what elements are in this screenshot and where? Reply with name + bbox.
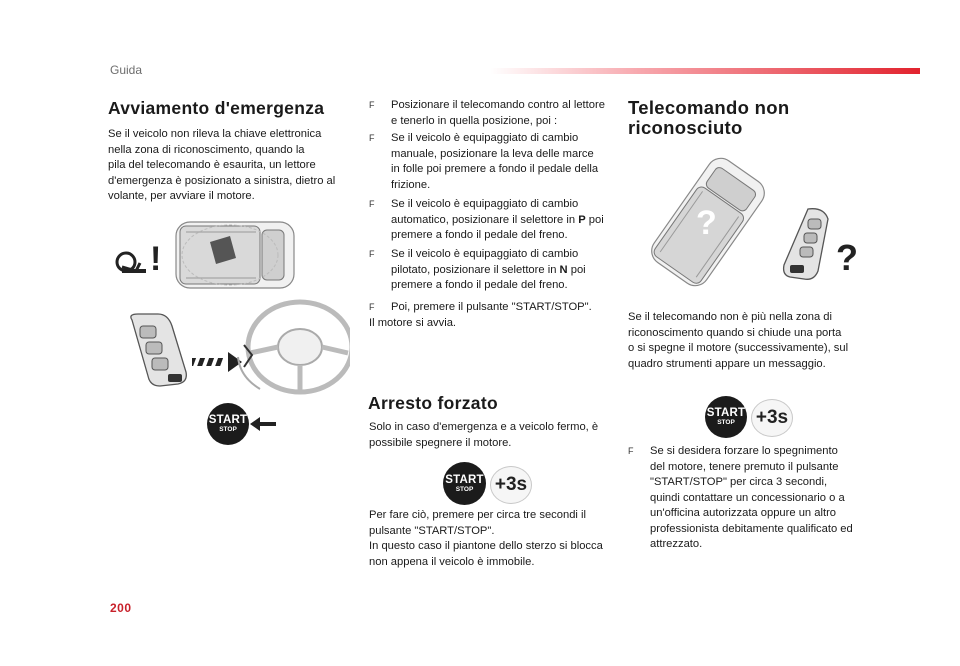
start-stop-button — [443, 462, 486, 505]
stop-label: STOP — [455, 485, 474, 493]
vehicle-top-view-illustration — [170, 212, 300, 297]
bullet-icon: F — [369, 249, 375, 259]
text-line: Solo in caso d'emergenza e a veicolo fermo, è — [369, 421, 599, 433]
text-line: del motore, tenere premuto il pulsante — [650, 460, 839, 473]
header-accent-bar — [490, 68, 920, 74]
title-line: Telecomando non — [628, 97, 790, 118]
remote-key-illustration — [778, 205, 836, 285]
text-line: e tenerlo in quella posizione, poi : — [391, 114, 558, 127]
text-line: Se il veicolo non rileva la chiave elettronica — [108, 128, 322, 140]
text-part: pilotato, posizionare il selettore in — [391, 263, 560, 276]
text-line: Se il veicolo è equipaggiato di cambio — [391, 248, 579, 260]
text-line: un'officina autorizzata oppure un altro — [650, 507, 837, 519]
title-remote-not-recognized — [628, 98, 789, 138]
text-line: frizione. — [391, 178, 431, 191]
forced-stop-paragraph — [369, 420, 619, 451]
text-line: Poi, premere il pulsante "START/STOP". — [391, 301, 592, 313]
start-label: START — [445, 473, 484, 486]
text-line: attrezzato. — [650, 538, 703, 550]
steering-wheel-illustration — [230, 297, 350, 397]
text-line: Se si desidera forzare lo spegnimento — [650, 445, 838, 457]
text-line: riconoscimento quando si chiude una porta — [628, 326, 842, 339]
bullet-icon: F — [369, 199, 375, 209]
gear-p-label: P — [578, 213, 586, 226]
text-line: Posizionare il telecomando contro al lettore — [391, 99, 605, 111]
text-line — [391, 263, 586, 279]
start-stop-button — [705, 396, 747, 438]
text-line: volante, per avviare il motore. — [108, 190, 255, 202]
text-part: poi — [567, 263, 586, 276]
text-line: nella zona di riconoscimento, quando la — [108, 143, 305, 156]
remote-key-illustration — [120, 310, 195, 390]
bullet-icon: F — [628, 446, 634, 456]
text-line — [391, 213, 604, 229]
remote-not-recognized-paragraph — [628, 310, 878, 372]
text-part: poi — [585, 213, 604, 226]
text-line: Se il veicolo è equipaggiato di cambio — [391, 132, 579, 144]
bullet-icon: F — [369, 100, 375, 110]
press-arrow-icon — [248, 414, 278, 434]
section-label: Guida — [110, 63, 143, 77]
text-line: In questo caso il piantone dello sterzo si blocca — [369, 540, 603, 552]
text-line: professionista debitamente qualificato ed — [650, 522, 853, 535]
stop-label: STOP — [219, 426, 237, 433]
bullet-icon: F — [369, 302, 375, 312]
question-mark-icon: ? — [836, 237, 858, 278]
text-line: premere a fondo il pedale del freno. — [391, 229, 568, 241]
svg-text:?: ? — [696, 204, 717, 242]
text-line: pila del telecomando è esaurita, un lettore — [108, 159, 316, 171]
start-label: START — [706, 407, 746, 419]
start-label: START — [208, 414, 248, 426]
page-number: 200 — [110, 601, 132, 615]
start-stop-button — [207, 403, 249, 445]
title-line: riconosciuto — [628, 117, 743, 138]
title-emergency-start: Avviamento d'emergenza — [108, 98, 325, 118]
text-line: Per fare ciò, premere per circa tre secondi il — [369, 509, 586, 521]
text-line: non appena il veicolo è immobile. — [369, 555, 535, 568]
engine-starts-text: Il motore si avvia. — [369, 317, 457, 329]
stop-label: STOP — [717, 419, 735, 426]
text-line: "START/STOP" per circa 3 secondi, — [650, 476, 828, 488]
text-line: Se il veicolo è equipaggiato di cambio — [391, 198, 579, 210]
text-part: automatico, posizionare il selettore in — [391, 213, 579, 226]
plus-3-seconds-badge: +3s — [751, 399, 793, 437]
text-line: Se il telecomando non è più nella zona di — [628, 311, 833, 323]
text-line: in folle poi premere a fondo il pedale della — [391, 163, 599, 175]
title-forced-stop: Arresto forzato — [368, 393, 498, 413]
text-line: premere a fondo il pedale del freno. — [391, 279, 568, 291]
text-line: quindi contattare un concessionario o a — [650, 491, 845, 504]
text-line: d'emergenza è posizionato a sinistra, dietro al — [108, 174, 336, 187]
bullet-icon: F — [369, 133, 375, 143]
plus-3-seconds-badge: +3s — [490, 466, 532, 504]
text-line: quadro strumenti appare un messaggio. — [628, 357, 826, 370]
gear-n-label: N — [559, 263, 568, 276]
text-line: manuale, posizionare la leva delle marce — [391, 147, 594, 160]
text-line: o si spegne il motore (successivamente), sul — [628, 342, 849, 354]
text-line: pulsante "START/STOP". — [369, 524, 495, 537]
warning-exclamation-icon: ! — [150, 240, 162, 278]
forced-stop-instructions — [369, 508, 619, 570]
emergency-start-paragraph — [108, 127, 353, 205]
vehicle-unrecognized-illustration — [638, 152, 778, 287]
text-line: possibile spegnere il motore. — [369, 436, 512, 449]
